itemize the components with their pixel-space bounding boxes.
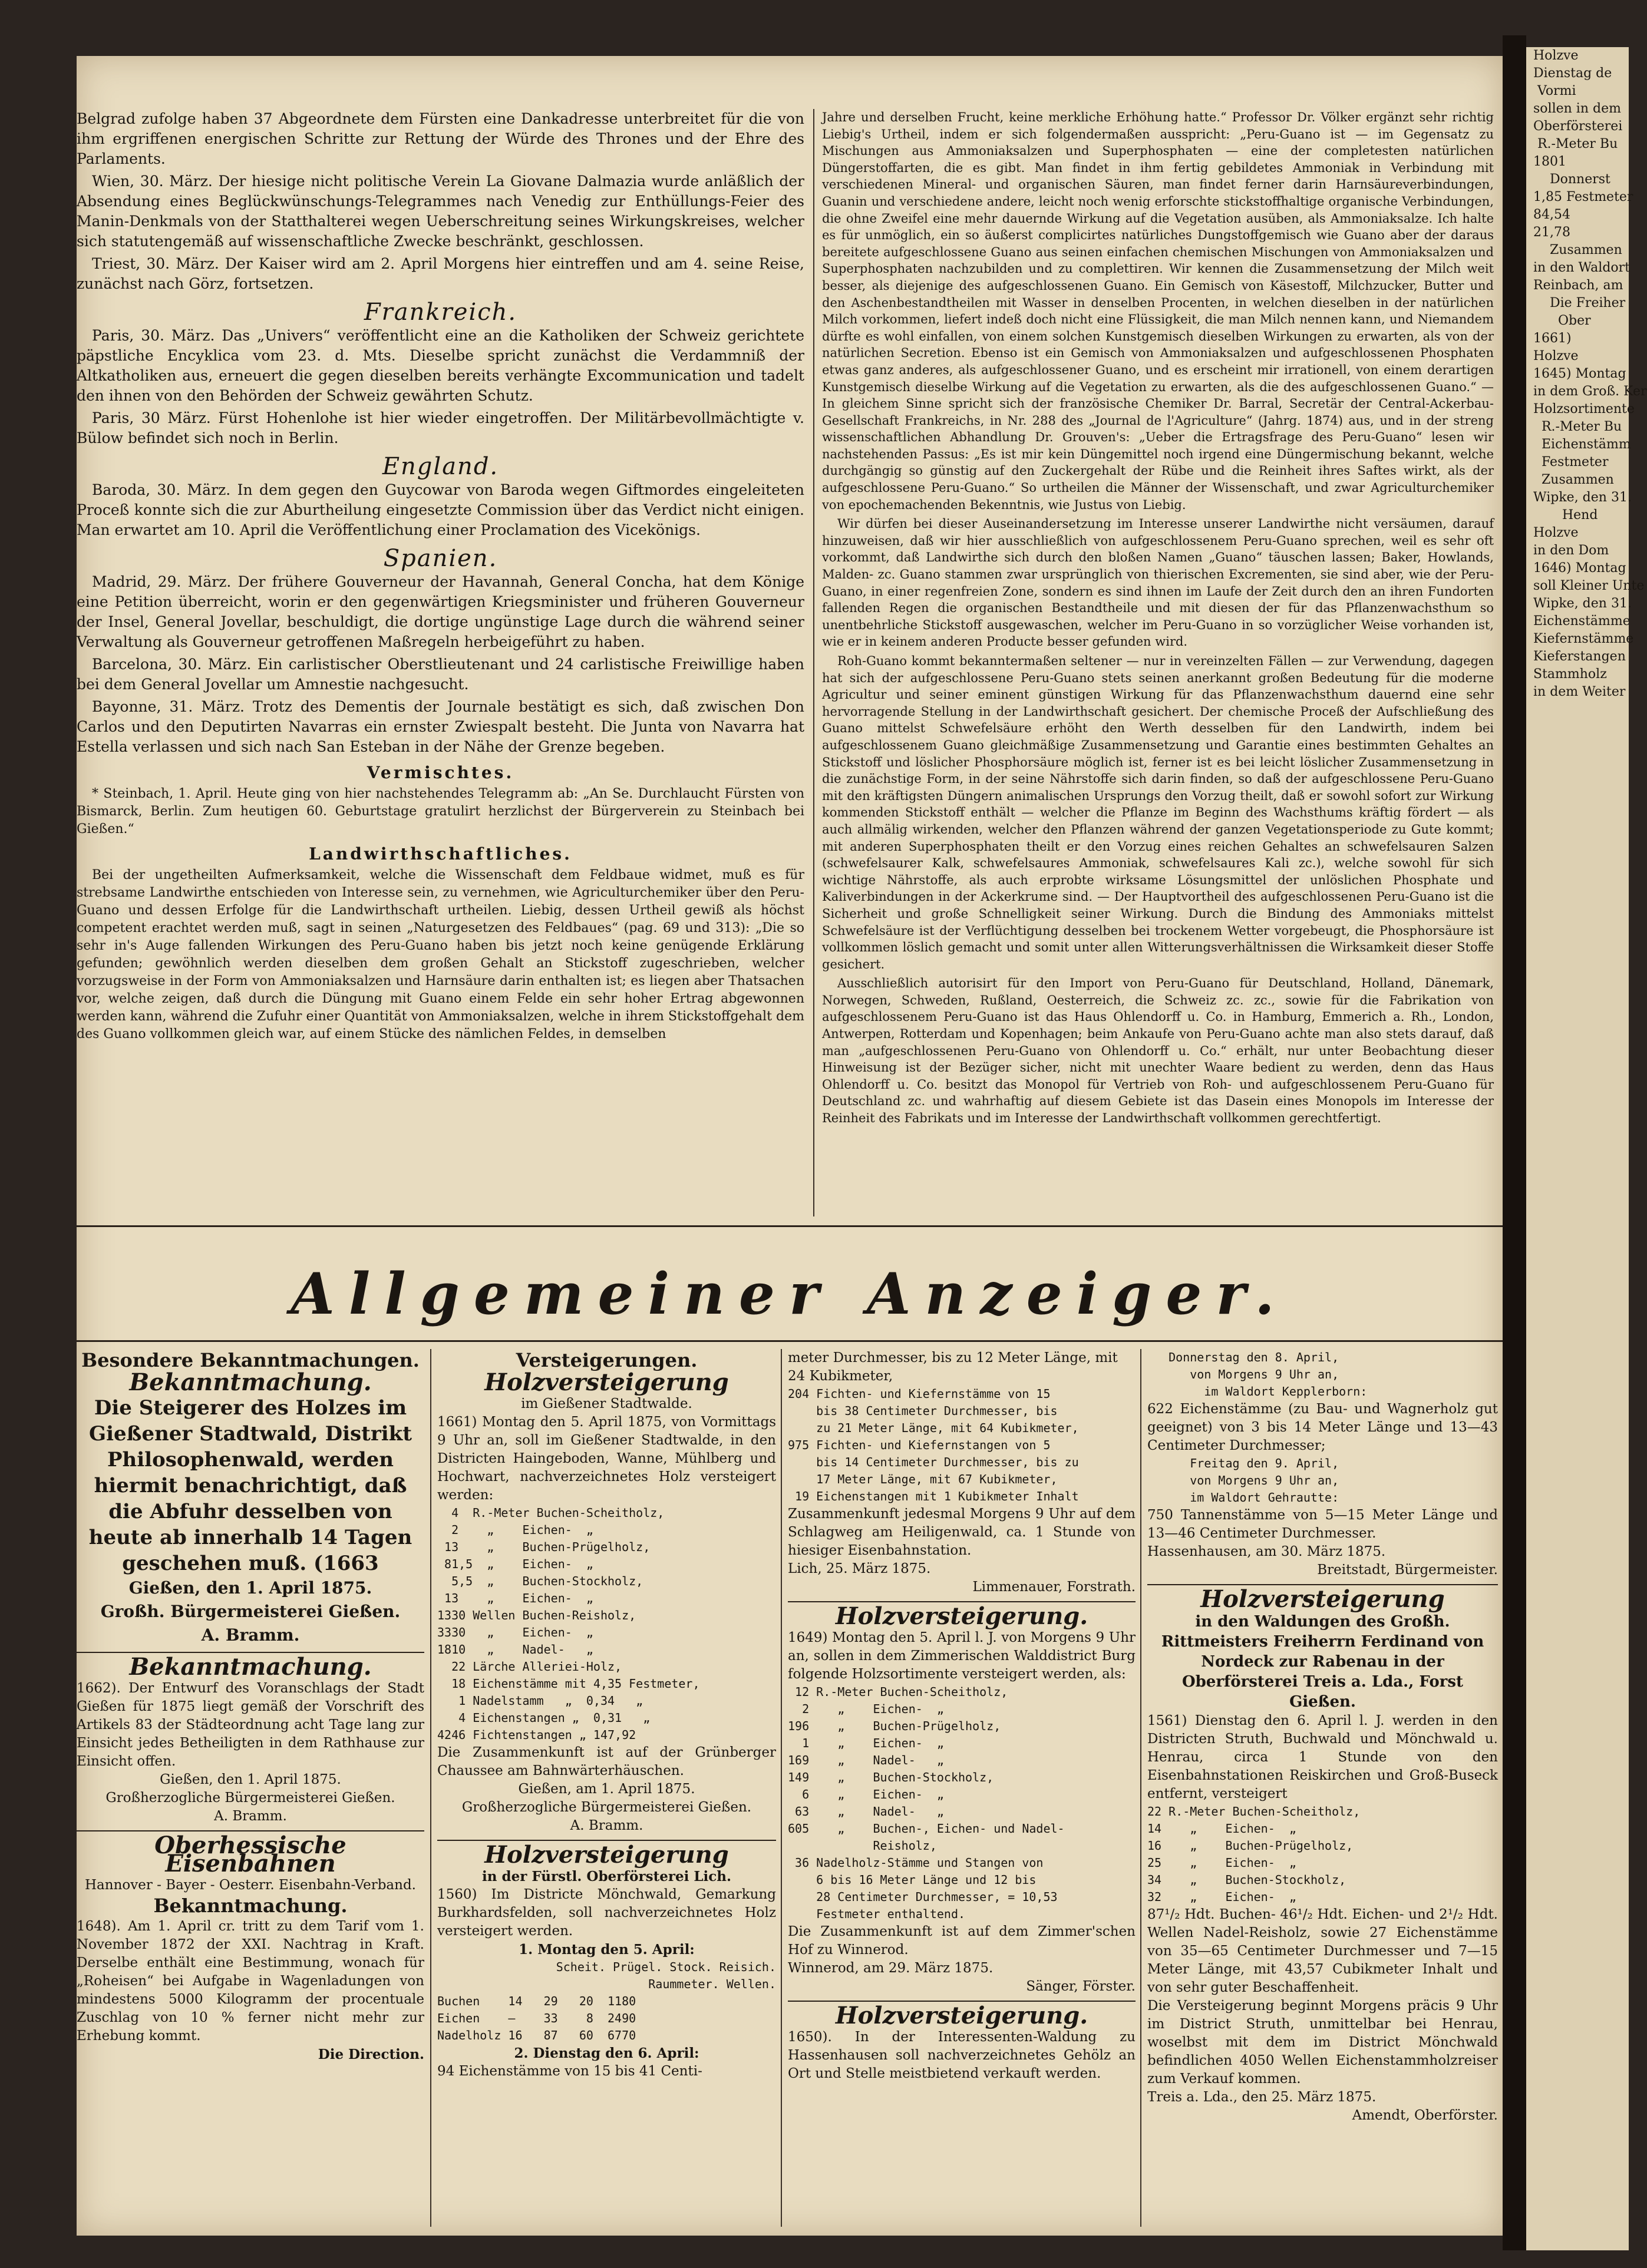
list-item: soll Kleiner Unte xyxy=(1533,578,1645,593)
section-frankreich: Frankreich. xyxy=(364,299,517,326)
list-item: Festmeter enthaltend. xyxy=(788,1907,966,1921)
masthead-rule xyxy=(77,1225,1503,1227)
list-item: Die Freiher xyxy=(1533,296,1626,310)
list-item: 14 „ Eichen- „ xyxy=(1147,1821,1296,1836)
list-item: in den Waldort xyxy=(1533,260,1631,275)
news-bayonne: Bayonne, 31. März. Trotz des Dementis der Journale bestätigt es sich, daß zwischen Don Carlos und den Deputirten Navarras ein ernster Zwiespalt besteht. Die Junta von Navarra hat Estella verlassen und sich nach San Esteban in der Nähe der Grenze begeben. xyxy=(77,698,804,755)
list-item: 4 Eichenstangen „ 0,31 „ xyxy=(437,1711,651,1725)
holzversteigerung-2-title: Holzversteigerung xyxy=(484,1841,729,1869)
list-item: 1645) Montag xyxy=(1533,366,1626,381)
list-item: in dem Weiter xyxy=(1533,685,1626,699)
list-item: 204 Fichten- und Kiefernstämme von 15 xyxy=(788,1387,1051,1401)
holzversteigerung-4-date: Hassenhausen, am 30. März 1875. xyxy=(1147,1544,1386,1559)
list-item: Reinbach, am xyxy=(1533,278,1623,293)
list-item: 18 Eichenstämme mit 4,35 Festmeter, xyxy=(437,1677,700,1691)
ads-column-3 xyxy=(788,1349,1136,2233)
list-item: Holzve xyxy=(1533,349,1579,363)
holzversteigerung-5-more: 87¹/₂ Hdt. Buchen- 46¹/₂ Hdt. Eichen- und 2¹/₂ Hdt. Wellen Nadel-Reisholz, sowie 27 Eichenstämme von 35—65 Centimeter Durchmesser und 7—15 Meter Länge, mit 43,57 Cubikmeter Inhalt und von sehr guter Beschaffenheit. xyxy=(1147,1907,1498,1995)
list-item: Nadelholz 16 87 60 6770 xyxy=(437,2028,636,2042)
bekanntmachung-2-title: Bekanntmachung. xyxy=(129,1653,372,1681)
masthead-allgemeiner-anzeiger: Allgemeiner Anzeiger. xyxy=(291,1261,1289,1327)
list-item: 1330 Wellen Buchen-Reisholz, xyxy=(437,1608,636,1622)
holzversteigerung-3-title: Holzversteigerung. xyxy=(835,1602,1088,1630)
list-item: 1801 xyxy=(1533,154,1566,169)
list-item: 1 Nadelstamm „ 0,34 „ xyxy=(437,1694,643,1708)
bekanntmachung-1-date: Gießen, den 1. April 1875. xyxy=(128,1578,372,1598)
oberhessische-title: Oberhessische Eisenbahnen xyxy=(154,1831,346,1877)
list-item: 196 „ Buchen-Prügelholz, xyxy=(788,1719,1001,1733)
holzversteigerung-1-text: 1661) Montag den 5. April 1875, von Vormittags 9 Uhr an, soll im Gießener Stadtwalde, in den Districten Haingeboden, Wanne, Mühlberg und Hochwart, nachverzeichnetes Holz versteigert werden: xyxy=(437,1414,776,1503)
holzversteigerung-4-title: Holzversteigerung. xyxy=(835,2002,1088,2029)
list-item: Wipke, den 31. xyxy=(1533,596,1632,611)
list-item: Kiefernstämme xyxy=(1533,632,1634,646)
holzversteigerung-2-day2: 2. Dienstag den 6. April: xyxy=(514,2045,699,2061)
list-item: im Waldort Gehrautte: xyxy=(1147,1490,1339,1505)
list-item: 13 „ Eichen- „ xyxy=(437,1591,593,1605)
bekanntmachung-2-date: Gießen, den 1. April 1875. xyxy=(160,1772,341,1787)
list-item: 2 „ Eichen- „ xyxy=(788,1702,944,1716)
adjacent-page-strip xyxy=(1526,47,1647,2250)
holzversteigerung-2-day1: 1. Montag den 5. April: xyxy=(519,1942,695,1958)
holzversteigerung-4-part2: 750 Tannenstämme von 5—15 Meter Länge und 13—46 Centimeter Durchmesser. xyxy=(1147,1507,1498,1541)
list-item: Eichen — 33 8 2490 xyxy=(437,2011,636,2025)
list-item: Kieferstangen xyxy=(1533,649,1626,664)
list-item: von Morgens 9 Uhr an, xyxy=(1147,1367,1339,1381)
list-item: in dem Groß. Ker xyxy=(1533,384,1647,399)
list-item: zu 21 Meter Länge, mit 64 Kubikmeter, xyxy=(788,1421,1079,1435)
list-item: 63 „ Nadel- „ xyxy=(788,1804,944,1819)
list-item: Eichenstämme xyxy=(1533,614,1631,629)
holzversteigerung-3-list xyxy=(788,1684,1136,1923)
list-item: Holzve xyxy=(1533,525,1579,540)
holzversteigerung-2-table-unit: Raummeter. Wellen. xyxy=(648,1977,776,1991)
holzversteigerung-1-date: Gießen, am 1. April 1875. xyxy=(518,1781,695,1797)
holzversteigerung-3-date: Winnerod, am 29. März 1875. xyxy=(788,1960,994,1976)
list-item: 605 „ Buchen-, Eichen- und Nadel- xyxy=(788,1821,1065,1836)
news-guano-2: Wir dürfen bei dieser Auseinandersetzung im Interesse unserer Landwirthe nicht versäumen, darauf hinzuweisen, daß wir hier ausschließlich von aufgeschlossenem Peru-Guano sprechen, weil es sehr oft vorkommt, daß Landwirthe sich durch den bloßen Namen „Guano“ täuschen lassen; Baker, Howlands, Malden- zc. Guano stammen zwar ursprünglich von thierischen Excrementen, sie sind aber, wie der Peru-Guano, in einer regenfreien Zone, sondern es sind ihnen im Laufe der Zeit durch den an ihren Fundorten fallenden Regen die organischen Bestandtheile und mit diesen der für das Pflanzenwachsthum so unentbehrliche Stickstoff ausgewaschen, welcher im Peru-Guano in so vorzüglicher Weise vorhanden ist, wie er in keinem anderen Producte besser gefunden wird. xyxy=(822,517,1494,649)
list-item: sollen in dem xyxy=(1533,101,1621,116)
holzversteigerung-5-list xyxy=(1147,1803,1498,1906)
oberhessische-bek: Bekanntmachung. xyxy=(153,1895,348,1917)
bekanntmachung-1-sig: Großh. Bürgermeisterei Gießen. xyxy=(100,1602,401,1621)
holzversteigerung-4-dates xyxy=(1147,1349,1498,1400)
continued-list xyxy=(788,1386,1136,1505)
holzversteigerung-1-sub: im Gießener Stadtwalde. xyxy=(521,1396,692,1411)
news-madrid: Madrid, 29. März. Der frühere Gouverneur der Havannah, General Concha, hat dem Könige eine Petition überreicht, worin er den gegenwärtigen Kriegsminister und früheren Gouverneur der Insel, General Jovellar, beschuldigt, die dortige ungünstige Lage durch die während seiner Verwaltung als Gouverneur getroffenen Maßregeln herbeigeführt zu haben. xyxy=(77,573,804,650)
list-item: Donnerstag den 8. April, xyxy=(1147,1350,1339,1364)
news-guano-1: Jahre und derselben Frucht, keine merkliche Erhöhung hatte.“ Professor Dr. Völker ergänzt sehr richtig Liebig's Urtheil, indem er sich folgendermaßen ausspricht: „Peru-Guano ist — im Gegensatz zu Mischungen aus Ammoniaksalzen und Superphosphaten — eine der completesten natürlichen Düngerstoffarten, die es gibt. Man findet in ihm fertig gebildetes Ammoniak in Verbindung mit verschiedenen Mineral- und organischen Säuren, man findet ferner darin Harnsäureverbindungen, Guanin und verschiedene andere, leicht noch wenig erforschte stickstoffhaltige organische Verbindungen, die ohne Zweifel eine mehr dauernde Wirkung auf die Vegetation ausüben, als Ammoniaksalze. Ich halte es für unmöglich, ein so äußerst complicirtes natürliches Dungstoffgemisch wie Guano aber der daraus bereitete aufgeschlossene Guano aus seinen einfachen chemischen Mischungen von Ammoniaksalzen und Superphosphaten nachzubilden und zu complettiren. Wir kennen die Zusammensetzung der Milch weit besser, als diejenige des aufgeschlossenen Guano. Ein Gemisch von Käsestoff, Milchzucker, Butter und den Aschenbestandtheilen mit Wasser in denselben Procenten, in welchen dieselben in der natürlichen Milch vorkommen, liefert indeß doch nicht eine Flüssigkeit, die man Milch nennen kann, und Niemandem dürfte es wohl einfallen, von einem solchen Kunstgemisch dieselben Wirkungen zu erwarten, als von der natürlichen Secretion. Ebenso ist ein Gemisch von Ammoniaksalzen und aufgeschlossenen Phosphaten etwas ganz anderes, als aufgeschlossener Guano, und es erscheint mir irrationell, von einem derartigen Kunstgemisch dieselbe Wirkung auf die Vegetation zu erwarten, als die des aufgeschlossenen Guano.“ — In gleichem Sinne spricht sich der französische Chemiker Dr. Barral, Secretär der Central-Ackerbau-Gesellschaft Frankreichs, in Nr. 288 des „Journal de l'Agriculture“ (Jahrg. 1874) aus, und in der streng wissenschaftlichen Abhandlung Dr. Grouven's: „Ueber die Ertragsfrage des Peru-Guano“ lesen wir nachstehenden Passus: „Es ist mir kein Düngemittel noch irgend eine Düngermischung bekannt, welche durchgängig so günstig auf den Zuckergehalt der Rübe und die Reinheit ihres Saftes wirkt, als der aufgeschlossene Peru-Guano.“ So urtheilen die Männer der Wissenschaft, und zwar Agriculturchemiker von epochemachenden Bekenntnis, wie Justus von Liebig. xyxy=(822,110,1494,512)
bekanntmachung-1-title: Bekanntmachung. xyxy=(129,1368,372,1396)
list-item: 1646) Montag xyxy=(1533,561,1626,576)
list-item: Buchen 14 29 20 1180 xyxy=(437,1994,636,2008)
list-item: 25 „ Eichen- „ xyxy=(1147,1856,1296,1870)
list-item: bis 14 Centimeter Durchmesser, bis zu xyxy=(788,1455,1079,1469)
list-item: R.-Meter Bu xyxy=(1533,137,1618,151)
ads-column-1 xyxy=(77,1349,424,2233)
bekanntmachung-1-text: Die Steigerer des Holzes im Gießener Stadtwald, Distrikt Philosophenwald, werden hiermit benachrichtigt, daß die Abfuhr desselben von heute ab innerhalb 14 Tagen geschehen muß. (1663 xyxy=(88,1396,412,1575)
list-item: Dienstag de xyxy=(1533,66,1612,81)
continued-date: Lich, 25. März 1875. xyxy=(788,1561,931,1576)
section-spanien: Spanien. xyxy=(383,545,498,572)
news-barcelona: Barcelona, 30. März. Ein carlistischer Oberstlieutenant und 24 carlistische Freiwillige haben bei dem General Jovellar um Amnestie nachgesucht. xyxy=(77,656,804,693)
holzversteigerung-5-date: Treis a. Lda., den 25. März 1875. xyxy=(1147,2090,1377,2105)
list-item: 84,54 xyxy=(1533,207,1570,222)
holzversteigerung-3-text: 1649) Montag den 5. April l. J. von Morgens 9 Uhr an, sollen in dem Zimmerischen Walddistrict Burg folgende Holzsortimente versteigert werden, als: xyxy=(788,1630,1136,1682)
oberhessische-text: 1648). Am 1. April cr. tritt zu dem Tarif vom 1. November 1872 der XXI. Nachtrag in Kraft. Derselbe enthält eine Bestimmung, wonach für „Roheisen“ bei Aufgabe in Wagenladungen von mindestens 5000 Kilogramm der procentuale Zuschlag von 10 % ferner nicht mehr zur Erhebung kommt. xyxy=(77,1919,424,2044)
list-item: 21,78 xyxy=(1533,225,1570,240)
list-item: 19 Eichenstangen mit 1 Kubikmeter Inhalt xyxy=(788,1489,1079,1503)
ads-heading-besondere: Besondere Bekanntmachungen. xyxy=(81,1349,420,1371)
news-column-left xyxy=(77,109,804,1214)
list-item: Donnerst xyxy=(1533,172,1610,187)
list-item: 1661) xyxy=(1533,331,1572,346)
list-item: 22 R.-Meter Buchen-Scheitholz, xyxy=(1147,1804,1361,1819)
holzversteigerung-2-day2-text: 94 Eichenstämme von 15 bis 41 Centi- xyxy=(437,2064,702,2079)
list-item: 12 R.-Meter Buchen-Scheitholz, xyxy=(788,1685,1008,1699)
list-item: 17 Meter Länge, mit 67 Kubikmeter, xyxy=(788,1472,1058,1486)
news-landwirthschaft-1: Bei der ungetheilten Aufmerksamkeit, welche die Wissenschaft dem Feldbaue widmet, muß es für strebsame Landwirthe entschieden von Interesse sein, zu vernehmen, wie Agriculturchemiker über den Peru-Guano und dessen Erfolge für die Landwirthschaft urtheilen. Liebig, dessen Urtheil gewiß als höchst competent erachtet werden muß, sagt in seinen „Naturgesetzen des Feldbaues“ (pag. 69 und 313): „Die so sehr in's Auge fallenden Wirkungen des Peru-Guano haben bis jetzt noch keine genügende Erklärung gefunden; gewöhnlich werden dieselben dem großen Gehalt an Stickstoff zugeschrieben, welcher vorzugsweise in der Form von Ammoniaksalzen und Harnsäure darin enthalten ist; es liegen aber Thatsachen vor, welche zeigen, daß durch die Düngung mit Guano einem Felde ein sehr hoher Ertrag abgewonnen werden kann, während die Zufuhr einer Quantität von Ammoniaksalzen, welche in ihrem Stickstoffgehalt dem des Guano vollkommen gleich war, auf einem Stücke des nämlichen Feldes, in demselben xyxy=(77,868,804,1042)
news-paris-1: Paris, 30. März. Das „Univers“ veröffentlicht eine an die Katholiken der Schweiz gerichtete päpstliche Encyklica vom 23. d. Mts. Dieselbe spricht zunächst die Verdammniß der Altkatholiken aus, erneuert die gegen dieselben bereits verhängte Excommunication und tadelt den ihnen von den Behörden der Schweiz gewährten Schutz. xyxy=(77,327,804,404)
list-item: 1 „ Eichen- „ xyxy=(788,1736,944,1750)
list-item: Ober xyxy=(1533,313,1591,328)
masthead-rule-bottom xyxy=(77,1340,1503,1342)
holzversteigerung-4-text: 1650). In der Interessenten-Waldung zu Hassenhausen soll nachverzeichnetes Gehölz an Ort und Stelle meistbietend verkauft werden. xyxy=(788,2029,1136,2081)
list-item: 4 R.-Meter Buchen-Scheitholz, xyxy=(437,1506,665,1520)
list-item: Vormi xyxy=(1533,84,1576,98)
list-item: 16 „ Buchen-Prügelholz, xyxy=(1147,1839,1354,1853)
oberhessische-sub: Hannover - Bayer - Oesterr. Eisenbahn-Verband. xyxy=(85,1877,416,1893)
holzversteigerung-1-list xyxy=(437,1505,776,1744)
list-item: bis 38 Centimeter Durchmesser, bis xyxy=(788,1404,1058,1418)
news-column-right xyxy=(822,109,1494,1216)
continued-sig: Limmenauer, Forstrath. xyxy=(972,1579,1136,1595)
holzversteigerung-5-end: Die Versteigerung beginnt Morgens präcis 9 Uhr im District Struth, unmittelbar bei Henrau, woselbst mit dem im District Mönchwald befindlichen 4050 Wellen Eichenstammholzreiser zum Verkauf kommen. xyxy=(1147,1998,1498,2087)
list-item: Eichenstämm xyxy=(1533,437,1631,452)
holzversteigerung-2-table xyxy=(437,1993,776,2044)
list-item: Zusammen xyxy=(1533,472,1614,487)
holzversteigerung-2-table-head: Scheit. Prügel. Stock. Reisich. xyxy=(556,1960,776,1974)
news-wien: Wien, 30. März. Der hiesige nicht politische Verein La Giovane Dalmazia wurde anläßlich der Absendung eines Beglückwünschungs-Telegrammes nach Venedig zur Enthüllungs-Feier des Manin-Denkmals von der Statthalterei wegen Ueberschreitung seines Wirkungskreises, welcher sich statutengemäß auf wissenschaftliche Zwecke beschränkt, geschlossen. xyxy=(77,173,804,250)
list-item: 6 „ Eichen- „ xyxy=(788,1787,944,1801)
holzversteigerung-1-title: Holzversteigerung xyxy=(484,1368,729,1396)
list-item: Festmeter xyxy=(1533,455,1609,470)
list-item: Hend xyxy=(1533,508,1598,523)
list-item: 1810 „ Nadel- „ xyxy=(437,1642,593,1657)
holzversteigerung-5-title: Holzversteigerung xyxy=(1200,1585,1445,1613)
bekanntmachung-2-sig: Großherzogliche Bürgermeisterei Gießen. xyxy=(105,1790,395,1806)
holzversteigerung-4-dates-2 xyxy=(1147,1455,1498,1506)
bekanntmachung-2-sig2: A. Bramm. xyxy=(214,1809,287,1824)
holzversteigerung-2-sub: in der Fürstl. Oberförsterei Lich. xyxy=(482,1869,731,1885)
section-landwirthschaftliches: Landwirthschaftliches. xyxy=(309,844,572,864)
list-item: R.-Meter Bu xyxy=(1533,419,1622,434)
holzversteigerung-2-text: 1560) Im Districte Mönchwald, Gemarkung Burkhardsfelden, soll nachverzeichnetes Holz versteigert werden. xyxy=(437,1887,776,1939)
list-item: Zusammen xyxy=(1533,243,1622,257)
ads-divider-3 xyxy=(1140,1349,1141,2227)
list-item: 22 Lärche Alleriei-Holz, xyxy=(437,1659,622,1674)
list-item: im Waldort Kepplerborn: xyxy=(1147,1384,1368,1399)
news-triest: Triest, 30. März. Der Kaiser wird am 2. April Morgens hier eintreffen und am 4. seine Reise, zunächst nach Görz, fortsetzen. xyxy=(77,255,804,292)
oberhessische-sig: Die Direction. xyxy=(318,2047,424,2062)
list-item: 5,5 „ Buchen-Stockholz, xyxy=(437,1574,643,1588)
list-item: 4246 Fichtenstangen „ 147,92 xyxy=(437,1728,636,1742)
ads-column-2 xyxy=(437,1349,776,2233)
list-item: 13 „ Buchen-Prügelholz, xyxy=(437,1540,651,1554)
news-guano-3: Roh-Guano kommt bekanntermaßen seltener — nur in vereinzelten Fällen — zur Verwendung, dagegen hat sich der aufgeschlossene Peru-Guano stets seinen anerkannt großen Bedeutung für die moderne Agricultur und seiner eminent günstigen Wirkung für das Pflanzenwachsthum dauernd eine sehr hervorragende Stellung in der Landwirthschaft gesichert. Der chemische Proceß der Aufschließung des Guano mittelst Schwefelsäure erhöht den Werth desselben für den Landwirth, indem bei aufgeschlossenem Guano gleichmäßige Zusammensetzung und Garantie eines bestimmten Gehaltes an Stickstoff und löslicher Phosphorsäure möglich ist, ferner ist es bei leicht löslicher Zusammensetzung in die zunächstige Form, in der seine Nährstoffe sich darin finden, so daß der aufgeschlossene Peru-Guano mit den kräftigsten Düngern animalischen Ursprungs den Vorzug theilt, daß er sowohl sofort zur Wirkung kommenden Stickstoff enthält — welcher die Pflanze im Beginn des Wachsthums kräftig fördert — als auch allmälig wirkenden, welcher den Pflanzen während der ganzen Vegetationsperiode zu Gute kommt; mit anderen Superphosphaten theilt er den Vorzug eines reichen Gehaltes an schwefelsauren Salzen (schwefelsaurer Kalk, schwefelsaures Ammoniak, schwefelsaures Kali zc.), welche sowohl für sich wichtige Nährstoffe, als auch erprobte wirksame Lösungsmittel der unlöslichen Phosphate und Kaliverbindungen in der Ackerkrume sind. — Der Hauptvortheil des aufgeschlossenen Peru-Guano ist die Sicherheit und große Schnelligkeit seiner Wirkung. Durch die Bindung des Ammoniaks mittelst Schwefelsäure ist der Verflüchtigung desselben bei trockenem Wetter vorgebeugt, die Phosphorsäure ist vollkommen löslich gemacht und somit unter allen Witterungsverhältnissen die Wirksamkeit dieser Stoffe gesichert. xyxy=(822,654,1494,971)
list-item: von Morgens 9 Uhr an, xyxy=(1147,1473,1339,1487)
section-vermischtes: Vermischtes. xyxy=(367,763,514,782)
news-baroda: Baroda, 30. März. In dem gegen den Guycowar von Baroda wegen Giftmordes eingeleiteten Proceß konnte sich die zur Aburtheilung eingesetzte Commission über das Verdict nicht einigen. Man erwartet am 10. April die Veröffentlichung einer Proclamation des Vicekönigs. xyxy=(77,481,804,538)
holzversteigerung-1-sig2: A. Bramm. xyxy=(570,1818,643,1833)
news-guano-4: Ausschließlich autorisirt für den Import von Peru-Guano für Deutschland, Holland, Dänemark, Norwegen, Schweden, Rußland, Oesterreich, die Schweiz zc. zc., sowie für die Fabrikation von aufgeschlossenem Peru-Guano ist das Haus Ohlendorff u. Co. in Hamburg, Emmerich a. Rh., London, Antwerpen, Rotterdam und Kopenhagen; beim Ankaufe von Peru-Guano achte man also stets darauf, daß man „aufgeschlossenen Peru-Guano von Ohlendorff u. Co.“ erhält, nur unter Beobachtung dieser Hinweisung ist der Bezüger sicher, nicht mit unechter Waare bedient zu werden, denn das Haus Ohlendorff u. Co. besitzt das Monopol für Vertrieb von Roh- und aufgeschlossenem Peru-Guano für Deutschland zc. und wahrhaftig auf diesem Gebiete ist das Dasein eines Monopols im Interesse der Reinheit des Fabrikats und im Interesse der Landwirthschaft vollkommen gerechtfertigt. xyxy=(822,976,1494,1126)
holzversteigerung-5-sub: in den Waldungen des Großh. Rittmeisters Freiherrn Ferdinand von Nordeck zur Rabenau in der Oberförsterei Treis a. Lda., Forst Gießen. xyxy=(1161,1613,1484,1711)
holzversteigerung-4-sig: Breitstadt, Bürgermeister. xyxy=(1317,1562,1498,1578)
list-item: Stammholz xyxy=(1533,667,1607,682)
news-steinbach: * Steinbach, 1. April. Heute ging von hier nachstehendes Telegramm ab: „An Se. Durchlaucht Fürsten von Bismarck, Berlin. Zum heutigen 60. Geburtstage gratulirt herzlichst der Bürgerverein zu Steinbach bei Gießen.“ xyxy=(77,786,804,837)
list-item: 34 „ Buchen-Stockholz, xyxy=(1147,1873,1346,1887)
ads-column-4 xyxy=(1147,1349,1498,2233)
holzversteigerung-3-end: Die Zusammenkunft ist auf dem Zimmer'schen Hof zu Winnerod. xyxy=(788,1924,1136,1958)
newspaper-page xyxy=(77,56,1503,2236)
section-england: England. xyxy=(382,453,499,480)
list-item: 149 „ Buchen-Stockholz, xyxy=(788,1770,994,1784)
list-item: 28 Centimeter Durchmesser, = 10,53 xyxy=(788,1890,1058,1904)
list-item: Freitag den 9. April, xyxy=(1147,1456,1339,1470)
holzversteigerung-1-sig: Großherzogliche Bürgermeisterei Gießen. xyxy=(461,1800,752,1815)
holzversteigerung-5-text: 1561) Dienstag den 6. April l. J. werden in den Districten Struth, Buchwald und Mönchwald u. Henrau, circa 1 Stunde von den Eisenbahnstationen Reiskirchen und Groß-Buseck entfernt, versteigert xyxy=(1147,1713,1498,1801)
bekanntmachung-2-text: 1662). Der Entwurf des Voranschlags der Stadt Gießen für 1875 liegt gemäß der Vorschrift des Artikels 83 der Städteordnung acht Tage lang zur Einsicht jedes Betheiligten in dem Rathhause zur Einsicht offen. xyxy=(77,1681,424,1769)
ads-heading-versteigerungen: Versteigerungen. xyxy=(516,1349,698,1371)
list-item: 36 Nadelholz-Stämme und Stangen von xyxy=(788,1856,1044,1870)
list-item: 1,85 Festmeter xyxy=(1533,190,1633,204)
holzversteigerung-3-sig: Sänger, Förster. xyxy=(1026,1979,1136,1994)
page-gutter xyxy=(1503,35,1526,2250)
list-item: 2 „ Eichen- „ xyxy=(437,1523,593,1537)
list-item: Holzsortimente xyxy=(1533,402,1635,416)
list-item: Holzve xyxy=(1533,48,1579,63)
list-item: Reisholz, xyxy=(788,1839,937,1853)
news-belgrad: Belgrad zufolge haben 37 Abgeordnete dem Fürsten eine Dankadresse unterbreitet für die von ihm ergriffenen energischen Schritte zur Rettung der Würde des Thrones und der Ehre des Parlaments. xyxy=(77,110,804,167)
holzversteigerung-4-part1: 622 Eichenstämme (zu Bau- und Wagnerholz gut geeignet) von 3 bis 14 Meter Länge und 13—43 Centimeter Durchmesser; xyxy=(1147,1401,1498,1453)
list-item: 81,5 „ Eichen- „ xyxy=(437,1557,593,1571)
column-divider xyxy=(813,109,814,1216)
ads-divider-2 xyxy=(781,1349,782,2227)
list-item: 975 Fichten- und Kiefernstangen von 5 xyxy=(788,1438,1051,1452)
continued-end: Zusammenkunft jedesmal Morgens 9 Uhr auf dem Schlagweg am Heiligenwald, ca. 1 Stunde von hiesiger Eisenbahnstation. xyxy=(788,1506,1136,1558)
list-item: 169 „ Nadel- „ xyxy=(788,1753,944,1767)
bekanntmachung-1-sig2: A. Bramm. xyxy=(201,1625,300,1645)
list-item: Wipke, den 31. xyxy=(1533,490,1632,505)
holzversteigerung-5-sig: Amendt, Oberförster. xyxy=(1352,2108,1498,2123)
news-paris-2: Paris, 30 März. Fürst Hohenlohe ist hier wieder eingetroffen. Der Militärbevollmächtigte v. Bülow befindet sich noch in Berlin. xyxy=(77,409,804,447)
list-item: 3330 „ Eichen- „ xyxy=(437,1625,593,1639)
ads-divider-1 xyxy=(430,1349,431,2227)
list-item: 6 bis 16 Meter Länge und 12 bis xyxy=(788,1873,1037,1887)
holzversteigerung-1-end: Die Zusammenkunft ist auf der Grünberger Chaussee am Bahnwärterhäuschen. xyxy=(437,1745,776,1778)
list-item: Oberförsterei xyxy=(1533,119,1623,134)
continued-text: meter Durchmesser, bis zu 12 Meter Länge, mit 24 Kubikmeter, xyxy=(788,1350,1118,1384)
list-item: in den Dom xyxy=(1533,543,1609,558)
list-item: 32 „ Eichen- „ xyxy=(1147,1890,1296,1904)
adjacent-page-text xyxy=(1526,47,1647,701)
